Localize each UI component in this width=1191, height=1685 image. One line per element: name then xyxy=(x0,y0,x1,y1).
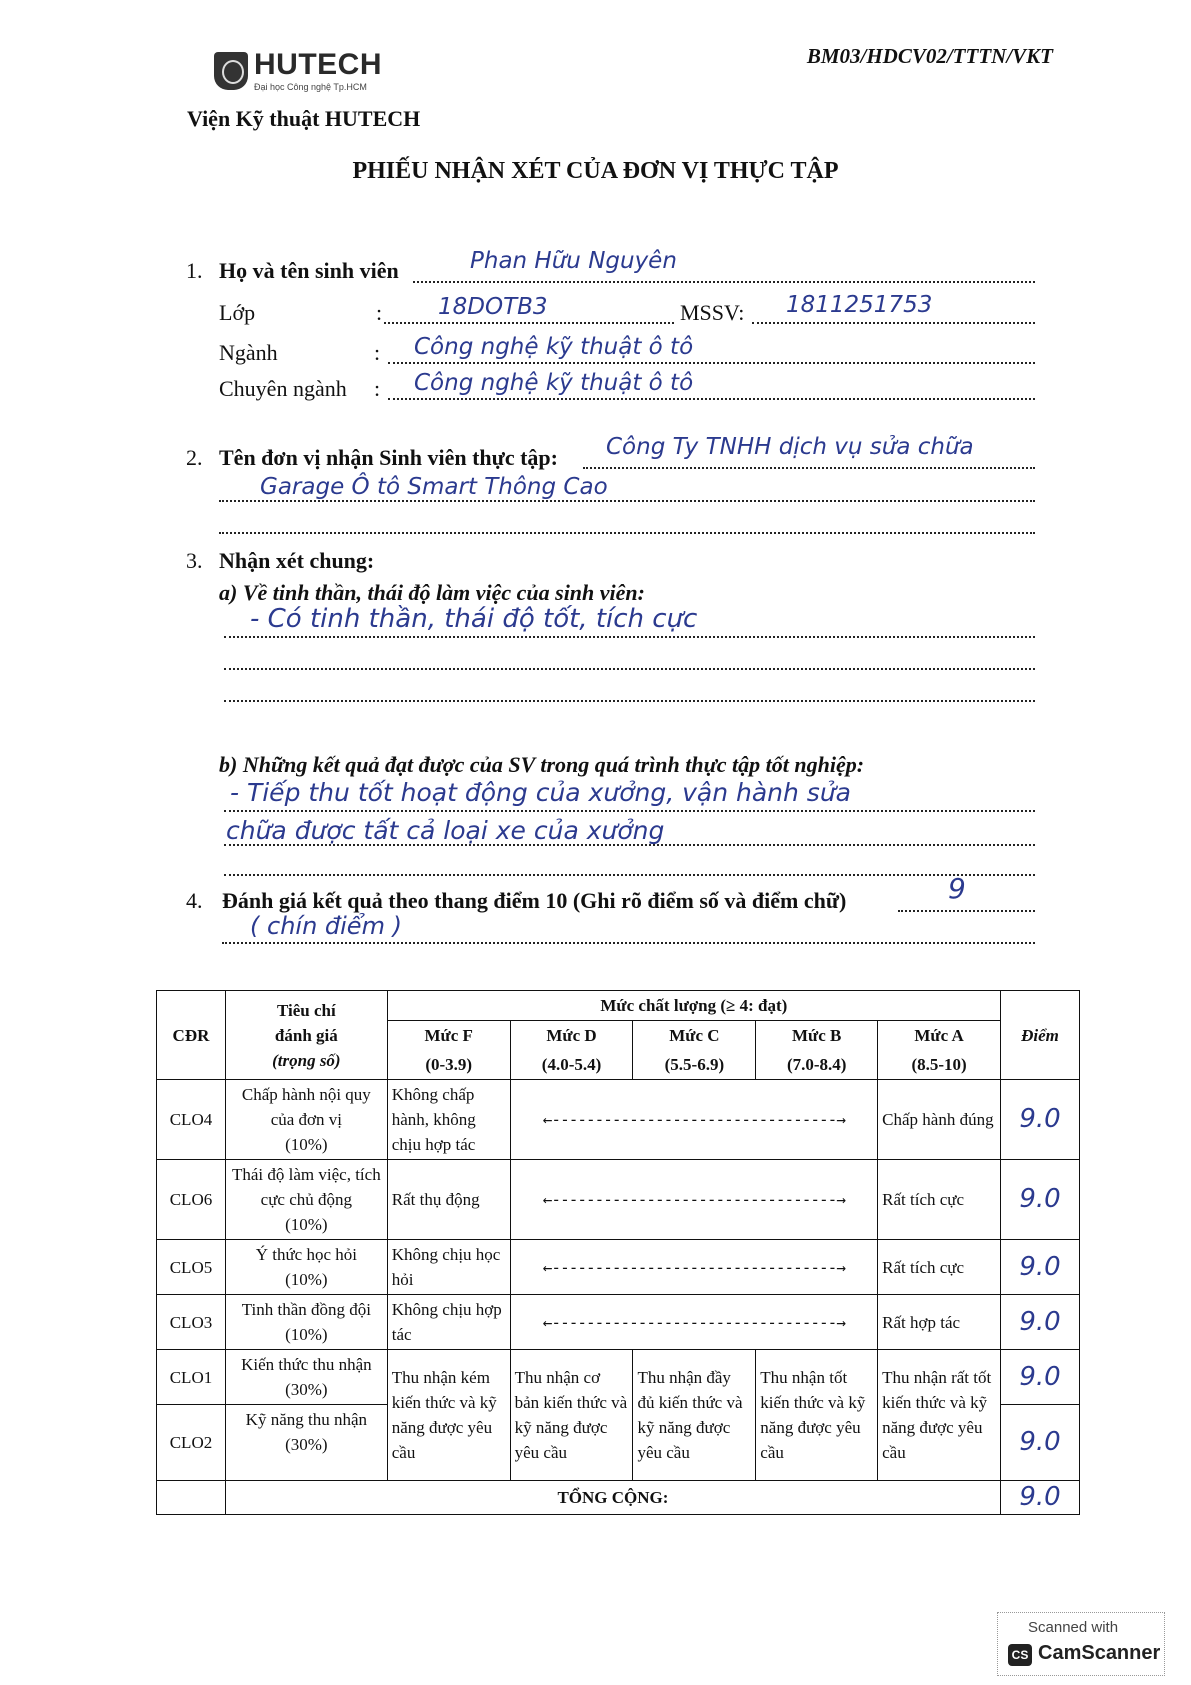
row-score: 9.0 xyxy=(1000,1080,1079,1160)
company-value-2: Garage Ô tô Smart Thông Cao xyxy=(260,474,608,500)
level-d-range: (4.0-5.4) xyxy=(510,1050,633,1080)
header-criteria-line1: Tiêu chí xyxy=(276,1000,336,1020)
level-b-range: (7.0-8.4) xyxy=(756,1050,878,1080)
row-cdr: CLO2 xyxy=(157,1405,226,1481)
score-line xyxy=(898,910,1035,912)
row-cdr: CLO1 xyxy=(157,1350,226,1405)
row-criteria xyxy=(225,1295,387,1350)
logo-tagline: Đại học Công nghệ Tp.HCM xyxy=(254,82,367,92)
knowledge-level-d: Thu nhận cơ bản kiến thức và kỹ năng được yêu cầu xyxy=(510,1350,633,1481)
class-colon: : xyxy=(376,300,383,325)
row-weight: (10%) xyxy=(285,1270,328,1289)
camscanner-watermark xyxy=(997,1612,1165,1676)
row-level-f: Không chấp hành, không chịu hợp tác xyxy=(387,1080,510,1160)
level-f-name: Mức F xyxy=(387,1021,510,1051)
row-score: 9.0 xyxy=(1000,1350,1079,1405)
score-words-line xyxy=(222,942,1035,944)
evaluation-table xyxy=(156,990,1080,1515)
company-value-1: Công Ty TNHH dịch vụ sửa chữa xyxy=(606,434,974,460)
section3-number: 3. xyxy=(186,548,203,573)
major-value: Công nghệ kỹ thuật ô tô xyxy=(414,334,694,360)
row-level-f: Không chịu hợp tác xyxy=(387,1295,510,1350)
row-score: 9.0 xyxy=(1000,1405,1079,1481)
level-f-range: (0-3.9) xyxy=(387,1050,510,1080)
institute-name: Viện Kỹ thuật HUTECH xyxy=(187,106,421,131)
row-criteria xyxy=(225,1350,387,1405)
row-cdr: CLO6 xyxy=(157,1160,226,1240)
knowledge-level-b: Thu nhận tốt kiến thức và kỹ năng được yêu cầu xyxy=(756,1350,878,1481)
total-score: 9.0 xyxy=(1000,1481,1079,1515)
row-cdr: CLO4 xyxy=(157,1080,226,1160)
mssv-label: MSSV: xyxy=(680,300,745,325)
class-label: Lớp xyxy=(219,300,256,325)
row-criteria-text: Thái độ làm việc, tích cực chủ động xyxy=(232,1165,381,1209)
total-spacer xyxy=(157,1481,226,1515)
row-weight: (30%) xyxy=(285,1380,328,1399)
name-value: Phan Hữu Nguyên xyxy=(470,248,677,274)
row-arrow: ←---------------------------------→ xyxy=(510,1240,878,1295)
attitude-value: - Có tinh thần, thái độ tốt, tích cực xyxy=(250,604,698,634)
row-level-f: Không chịu học hỏi xyxy=(387,1240,510,1295)
attitude-line-3 xyxy=(224,700,1035,702)
results-label: b) Những kết quả đạt được của SV trong quá trình thực tập tốt nghiệp: xyxy=(219,752,865,777)
company-line-2 xyxy=(219,500,1035,502)
name-label: Họ và tên sinh viên xyxy=(219,258,399,283)
major-line xyxy=(388,362,1035,364)
row-score: 9.0 xyxy=(1000,1160,1079,1240)
row-level-a: Rất tích cực xyxy=(878,1240,1001,1295)
row-arrow: ←---------------------------------→ xyxy=(510,1160,878,1240)
major-label: Ngành xyxy=(219,340,278,365)
mssv-line xyxy=(752,322,1035,324)
company-line-1 xyxy=(583,467,1035,469)
company-line-3 xyxy=(219,532,1035,534)
table-row xyxy=(157,1240,1080,1295)
row-weight: (30%) xyxy=(285,1435,328,1454)
results-line-1 xyxy=(224,810,1035,812)
table-row xyxy=(157,1080,1080,1160)
level-c-range: (5.5-6.9) xyxy=(633,1050,756,1080)
name-line xyxy=(413,281,1035,283)
header-criteria-line3: (trọng số) xyxy=(272,1050,341,1070)
row-arrow: ←---------------------------------→ xyxy=(510,1080,878,1160)
row-level-f: Rất thụ động xyxy=(387,1160,510,1240)
specialization-colon: : xyxy=(374,376,381,401)
results-value-2: chữa được tất cả loại xe của xưởng xyxy=(226,816,665,845)
logo-text: HUTECH xyxy=(254,48,382,81)
knowledge-level-c: Thu nhận đầy đủ kiến thức và kỹ năng được yêu cầu xyxy=(633,1350,756,1481)
specialization-value: Công nghệ kỹ thuật ô tô xyxy=(414,370,694,396)
section4-number: 4. xyxy=(186,888,203,913)
level-b-name: Mức B xyxy=(756,1021,878,1051)
results-line-3 xyxy=(224,874,1035,876)
row-level-a: Rất hợp tác xyxy=(878,1295,1001,1350)
table-row xyxy=(157,1350,1080,1405)
camscanner-icon: CS xyxy=(1008,1644,1032,1666)
row-score: 9.0 xyxy=(1000,1295,1079,1350)
page-title: PHIẾU NHẬN XÉT CỦA ĐƠN VỊ THỰC TẬP xyxy=(352,158,839,184)
company-label: Tên đơn vị nhận Sinh viên thực tập: xyxy=(219,445,558,470)
section2-number: 2. xyxy=(186,445,203,470)
row-criteria-text: Chấp hành nội quy của đơn vị xyxy=(241,1085,371,1129)
row-weight: (10%) xyxy=(285,1325,328,1344)
mssv-value: 1811251753 xyxy=(786,292,933,318)
watermark-line1: Scanned with xyxy=(1028,1619,1119,1636)
row-weight: (10%) xyxy=(285,1135,328,1154)
level-a-range: (8.5-10) xyxy=(878,1050,1001,1080)
level-c-name: Mức C xyxy=(633,1021,756,1051)
table-row xyxy=(157,1295,1080,1350)
table-row xyxy=(157,1160,1080,1240)
attitude-line-2 xyxy=(224,668,1035,670)
hutech-logo xyxy=(214,48,394,96)
header-score: Điểm xyxy=(1000,991,1079,1080)
knowledge-level-a: Thu nhận rất tốt kiến thức và kỹ năng được yêu cầu xyxy=(878,1350,1001,1481)
row-weight: (10%) xyxy=(285,1215,328,1234)
total-row xyxy=(157,1481,1080,1515)
row-criteria-text: Tinh thần đồng đội xyxy=(241,1300,371,1319)
row-criteria-text: Kỹ năng thu nhận xyxy=(245,1410,368,1429)
level-a-name: Mức A xyxy=(878,1021,1001,1051)
row-score: 9.0 xyxy=(1000,1240,1079,1295)
row-criteria xyxy=(225,1080,387,1160)
header-criteria xyxy=(225,991,387,1080)
row-level-a: Chấp hành đúng xyxy=(878,1080,1001,1160)
row-criteria-text: Ý thức học hỏi xyxy=(255,1245,357,1264)
attitude-line-1 xyxy=(224,636,1035,638)
header-quality: Mức chất lượng (≥ 4: đạt) xyxy=(387,991,1000,1021)
row-criteria xyxy=(225,1240,387,1295)
specialization-label: Chuyên ngành xyxy=(219,376,347,401)
knowledge-level-f: Thu nhận kém kiến thức và kỹ năng được yêu cầu xyxy=(387,1350,510,1481)
row-criteria-text: Kiến thức thu nhận xyxy=(241,1355,372,1374)
section1-number: 1. xyxy=(186,258,203,283)
row-cdr: CLO5 xyxy=(157,1240,226,1295)
header-cdr: CĐR xyxy=(157,991,226,1080)
class-value: 18DOTB3 xyxy=(438,294,548,320)
row-arrow: ←---------------------------------→ xyxy=(510,1295,878,1350)
row-cdr: CLO3 xyxy=(157,1295,226,1350)
attitude-label: a) Về tinh thần, thái độ làm việc của sinh viên: xyxy=(219,580,645,605)
level-d-name: Mức D xyxy=(510,1021,633,1051)
total-label: TỔNG CỘNG: xyxy=(225,1481,1000,1515)
form-code: BM03/HDCV02/TTTN/VKT xyxy=(806,44,1053,68)
shield-icon xyxy=(214,52,248,90)
row-criteria xyxy=(225,1405,387,1481)
major-colon: : xyxy=(374,340,381,365)
evaluation-label: Đánh giá kết quả theo thang điểm 10 (Ghi rõ điểm số và điểm chữ) xyxy=(222,888,847,913)
row-level-a: Rất tích cực xyxy=(878,1160,1001,1240)
header-criteria-line2: đánh giá xyxy=(274,1025,338,1045)
results-line-2 xyxy=(224,844,1035,846)
score-number: 9 xyxy=(948,872,966,905)
class-line xyxy=(384,322,674,324)
comments-label: Nhận xét chung: xyxy=(219,548,375,573)
score-words: ( chín điểm ) xyxy=(250,912,402,940)
watermark-line2: CamScanner xyxy=(1038,1642,1161,1664)
specialization-line xyxy=(388,398,1035,400)
row-criteria xyxy=(225,1160,387,1240)
results-value-1: - Tiếp thu tốt hoạt động của xưởng, vận hành sửa xyxy=(230,778,851,807)
